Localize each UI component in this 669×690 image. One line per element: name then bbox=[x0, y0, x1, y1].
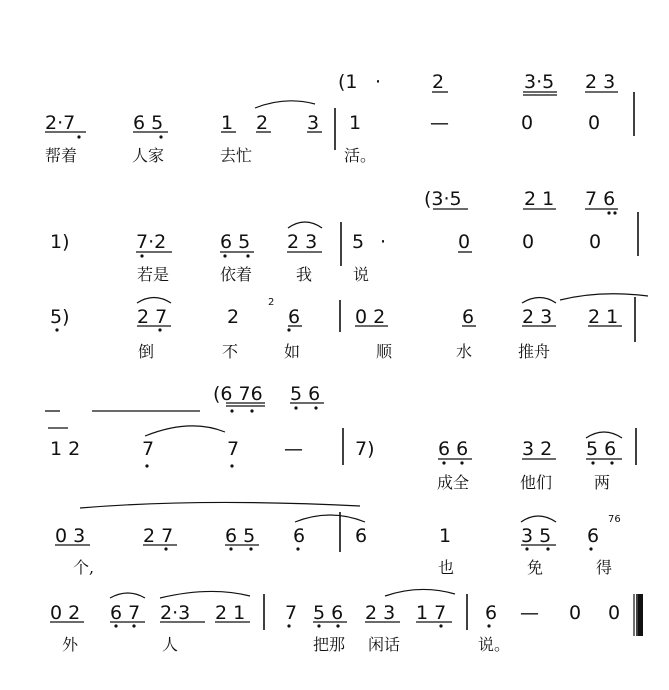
barlines bbox=[264, 92, 638, 636]
lyric: 倒 bbox=[138, 342, 155, 361]
note: 7 bbox=[227, 438, 240, 460]
note: 2 7 bbox=[137, 306, 168, 328]
note: · bbox=[375, 71, 382, 93]
note: 0 2 bbox=[50, 602, 81, 624]
note: 6 bbox=[587, 525, 600, 547]
note: (6 76 bbox=[213, 383, 263, 405]
note: 2·3 bbox=[160, 602, 191, 624]
slurs bbox=[80, 101, 648, 598]
note: 0 3 bbox=[55, 525, 86, 547]
note: 2 1 bbox=[588, 306, 619, 328]
note: 6 bbox=[355, 525, 368, 547]
note: 5 6 bbox=[586, 438, 617, 460]
note: 2 3 bbox=[287, 231, 318, 253]
note: — bbox=[284, 438, 303, 460]
lyric: 也 bbox=[438, 558, 455, 577]
lyric: 帮着 bbox=[45, 146, 78, 165]
note: 1) bbox=[50, 231, 70, 253]
note: 5 6 bbox=[313, 602, 344, 624]
note: 2·7 bbox=[45, 112, 76, 134]
lyric: 依着 bbox=[220, 265, 253, 284]
note: 2 1 bbox=[215, 602, 246, 624]
note: 6 5 bbox=[220, 231, 251, 253]
lyric: 说 bbox=[353, 265, 370, 284]
grace-note: 76 bbox=[608, 514, 621, 525]
note: 2 7 bbox=[143, 525, 174, 547]
note: 6 bbox=[485, 602, 498, 624]
lyric: 水 bbox=[456, 342, 473, 361]
note: 3 bbox=[307, 112, 320, 134]
lyric: 两 bbox=[594, 473, 611, 492]
note: 1 bbox=[349, 112, 362, 134]
note: 2 1 bbox=[524, 188, 555, 210]
lyric: 若是 bbox=[137, 265, 170, 284]
note: 6 bbox=[462, 306, 475, 328]
note: 5 6 bbox=[290, 383, 321, 405]
lyric: 把那 bbox=[313, 635, 346, 654]
note: 6 bbox=[288, 306, 301, 328]
note: 1 bbox=[221, 112, 234, 134]
note: 6 6 bbox=[438, 438, 469, 460]
note: 0 2 bbox=[355, 306, 386, 328]
note: 1 bbox=[439, 525, 452, 547]
note: 0 bbox=[608, 602, 621, 624]
note: 3·5 bbox=[524, 71, 555, 93]
note: (3·5 bbox=[424, 188, 462, 210]
note: 2 bbox=[432, 71, 445, 93]
note: 6 5 bbox=[133, 112, 164, 134]
note: 7·2 bbox=[136, 231, 167, 253]
note: 2 3 bbox=[585, 71, 616, 93]
note: 5) bbox=[50, 306, 70, 328]
lyric: 推舟 bbox=[518, 342, 551, 361]
note: 6 7 bbox=[110, 602, 141, 624]
lyric: 去忙 bbox=[220, 146, 253, 165]
note: 2 3 bbox=[365, 602, 396, 624]
note: 7 bbox=[285, 602, 298, 624]
lyric: 人家 bbox=[132, 146, 165, 165]
lyric: 顺 bbox=[376, 342, 393, 361]
lyric: 免 bbox=[527, 558, 544, 577]
note: · bbox=[380, 231, 387, 253]
note: 6 5 bbox=[225, 525, 256, 547]
note: 2 bbox=[227, 306, 240, 328]
lyric: 活。 bbox=[344, 146, 377, 165]
lyric: 成全 bbox=[437, 473, 470, 492]
note: 0 bbox=[521, 112, 534, 134]
lyric: 人 bbox=[162, 635, 179, 654]
lyric: 如 bbox=[284, 342, 301, 361]
note: 1 7 bbox=[416, 602, 447, 624]
lyric: 我 bbox=[296, 265, 313, 284]
note: 0 bbox=[522, 231, 535, 253]
lyric: 说。 bbox=[478, 635, 511, 654]
note: — bbox=[430, 112, 449, 134]
note: 0 bbox=[458, 231, 471, 253]
lyric: 闲话 bbox=[368, 635, 401, 654]
note: 2 3 bbox=[522, 306, 553, 328]
note: 1 2 bbox=[50, 438, 81, 460]
note: 5 bbox=[352, 231, 365, 253]
note: 0 bbox=[589, 231, 602, 253]
note: 3 2 bbox=[522, 438, 553, 460]
final-barline bbox=[634, 594, 643, 636]
lyric: 外 bbox=[62, 635, 79, 654]
note: 3 5 bbox=[521, 525, 552, 547]
lyric: 不 bbox=[222, 342, 239, 361]
note: 6 bbox=[293, 525, 306, 547]
note: 7 6 bbox=[585, 188, 616, 210]
grace-note: 2 bbox=[268, 297, 275, 308]
lyric: 得 bbox=[596, 558, 613, 577]
note: (1 bbox=[338, 71, 358, 93]
note: 7 bbox=[142, 438, 155, 460]
note: 0 bbox=[588, 112, 601, 134]
note: 7) bbox=[355, 438, 375, 460]
note: — bbox=[520, 602, 539, 624]
lyric: 个, bbox=[73, 558, 95, 577]
note: 0 bbox=[569, 602, 582, 624]
lyric: 他们 bbox=[520, 473, 553, 492]
note: 2 bbox=[256, 112, 269, 134]
